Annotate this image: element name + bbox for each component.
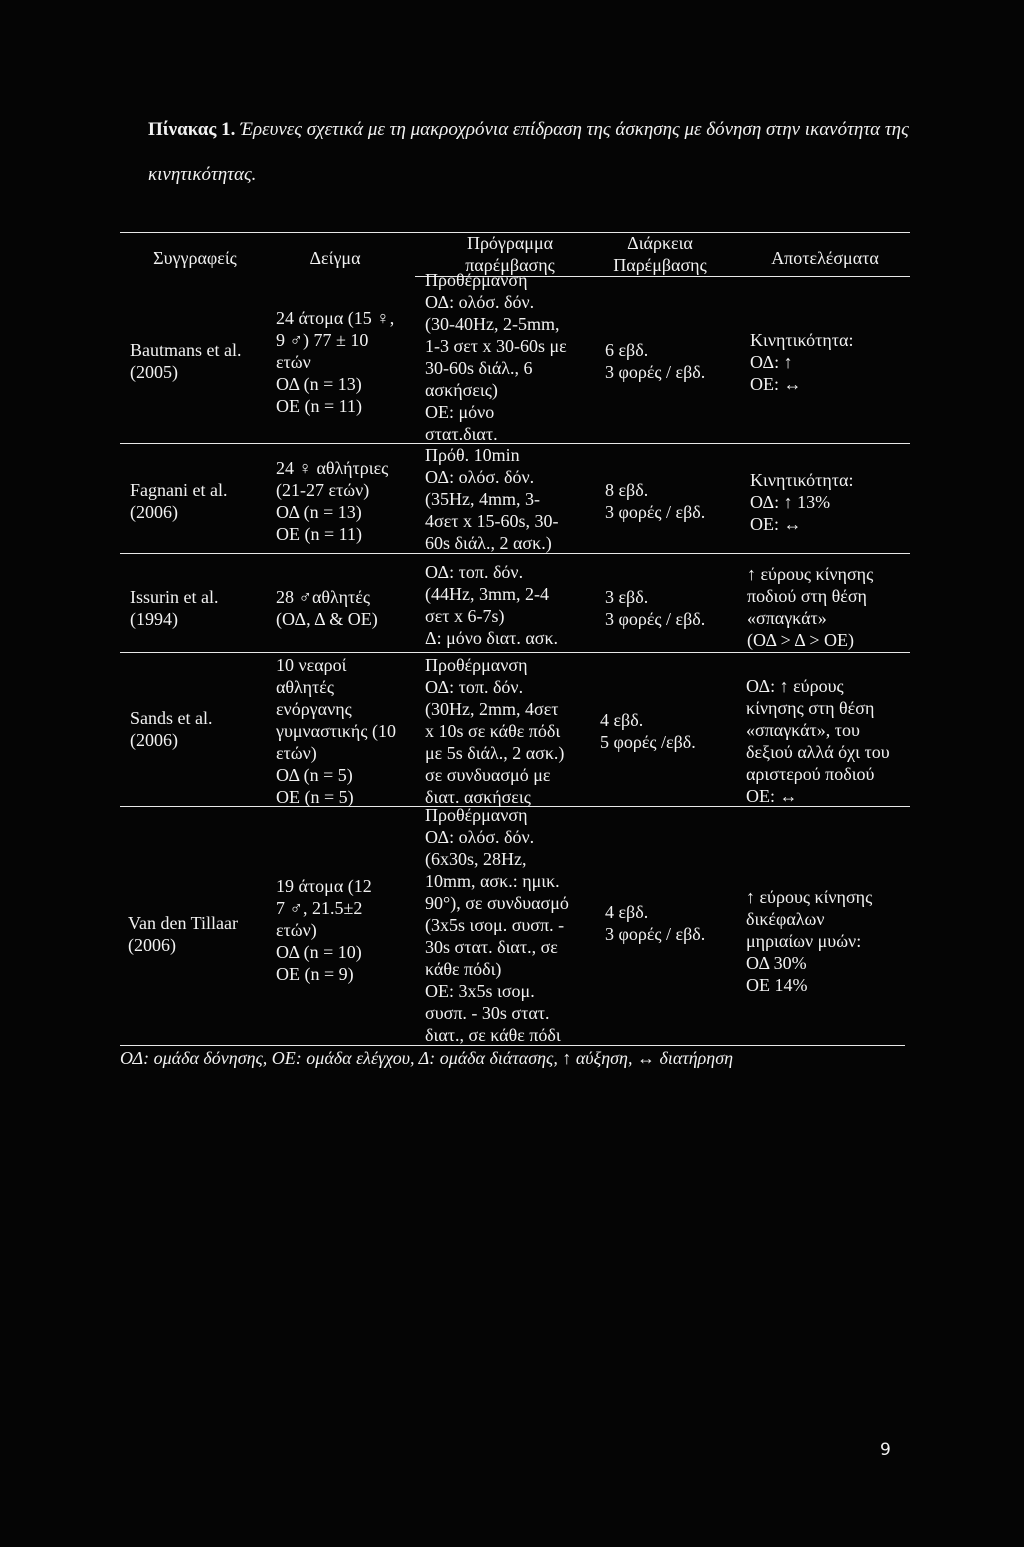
cell-results-line: ΟΕ: ↔ (750, 374, 802, 394)
cell-duration (600, 709, 696, 753)
cell-program-line: διατ. ασκήσεις (425, 787, 531, 807)
cell-sample-line: ΟΔ (n = 10) (276, 942, 362, 962)
cell-results-line: Κινητικότητα: (750, 330, 854, 350)
cell-sample-line: ετών) (276, 743, 317, 763)
cell-sample-line: ΟΔ (n = 13) (276, 374, 362, 394)
cell-program-line: ΟΕ: 3x5s ισομ. (425, 981, 535, 1001)
cell-results-line: ΟΕ: ↔ (750, 514, 802, 534)
cell-sample (276, 654, 396, 808)
cell-program-line: συσπ. - 30s στατ. (425, 1003, 550, 1023)
cell-sample-line: γυμναστικής (10 (276, 721, 396, 741)
cell-results-line: ΟΔ: ↑ (750, 352, 793, 372)
cell-authors (130, 707, 213, 751)
cell-program-line: (30-40Hz, 2-5mm, (425, 314, 560, 334)
cell-results (750, 469, 853, 535)
cell-authors-line: (2006) (130, 502, 178, 522)
cell-program-line: Προθέρμανση (425, 270, 528, 290)
cell-results-line: δεξιού αλλά όχι του (746, 742, 890, 762)
cell-duration-line: 3 φορές / εβδ. (605, 609, 706, 629)
cell-results-line: ΟΔ: ↑ εύρους (746, 676, 844, 696)
cell-program-line: (6x30s, 28Hz, (425, 849, 527, 869)
cell-sample-line: ετών (276, 352, 311, 372)
cell-program-line: ΟΔ: τοπ. δόν. (425, 677, 524, 697)
cell-duration-line: 8 εβδ. (605, 480, 649, 500)
cell-sample-line: (ΟΔ, Δ & ΟΕ) (276, 609, 378, 629)
cell-program (425, 654, 564, 808)
cell-sample-line: ΟΕ (n = 11) (276, 396, 362, 416)
cell-sample (276, 875, 372, 985)
cell-authors (130, 479, 227, 523)
cell-results-line: «σπαγκάτ» (747, 608, 827, 628)
cell-sample-line: ΟΔ (n = 5) (276, 765, 353, 785)
cell-duration-line: 3 εβδ. (605, 587, 649, 607)
cell-duration-line: 3 φορές / εβδ. (605, 502, 706, 522)
cell-program-line: διατ., σε κάθε πόδι (425, 1025, 561, 1045)
cell-results-line: δικέφαλων (746, 909, 825, 929)
cell-sample-line: ΟΕ (n = 9) (276, 964, 354, 984)
cell-sample-line: αθλητές (276, 677, 334, 697)
cell-results-line: (ΟΔ > Δ > ΟΕ) (747, 630, 855, 650)
cell-program (425, 804, 569, 1046)
cell-duration-line: 3 φορές / εβδ. (605, 362, 706, 382)
cell-duration-line: 3 φορές / εβδ. (605, 924, 706, 944)
cell-program-line: ΟΔ: ολόσ. δόν. (425, 827, 535, 847)
cell-program-line: 30s στατ. διατ., σε (425, 937, 558, 957)
cell-results-line: μηριαίων μυών: (746, 931, 862, 951)
header-duration-line2: Παρέμβασης (613, 255, 707, 275)
cell-program-line: ΟΔ: ολόσ. δόν. (425, 292, 535, 312)
cell-program-line: 90°), σε συνδυασμό (425, 893, 569, 913)
cell-duration-line: 5 φορές /εβδ. (600, 732, 696, 752)
cell-program-line: 30-60s διάλ., 6 (425, 358, 533, 378)
cell-results (750, 329, 853, 395)
cell-program-line: 4σετ x 15-60s, 30- (425, 511, 559, 531)
cell-sample (276, 307, 394, 417)
cell-sample-line: ενόργανης (276, 699, 352, 719)
cell-results-line: ΟΔ: ↑ 13% (750, 492, 831, 512)
cell-results (746, 886, 872, 996)
cell-sample-line: ετών) (276, 920, 317, 940)
header-program-line1: Πρόγραμμα (466, 233, 554, 253)
cell-authors-line: Sands et al. (130, 708, 213, 728)
cell-duration (605, 479, 705, 523)
cell-sample-line: 24 ♀ αθλήτριες (276, 458, 389, 478)
cell-program-line: κάθε πόδι) (425, 959, 502, 979)
table-caption-text: Έρευνες σχετικά με τη μακροχρόνια επίδραση της άσκησης με δόνηση στην ικανότητα της (240, 119, 909, 140)
cell-program-line: 10mm, ασκ.: ημικ. (425, 871, 560, 891)
cell-authors (130, 339, 241, 383)
cell-program-line: 1-3 σετ x 30-60s με (425, 336, 567, 356)
cell-program-line: σετ x 6-7s) (425, 606, 505, 626)
cell-results-line: ↑ εύρους κίνησης (746, 887, 873, 907)
header-sample: Δείγμα (309, 248, 361, 268)
cell-program-line: Πρόθ. 10min (425, 445, 520, 465)
table-caption (148, 118, 909, 142)
cell-authors-line: Fagnani et al. (130, 480, 228, 500)
cell-authors-line: Issurin et al. (130, 587, 219, 607)
header-duration-line1: Διάρκεια (627, 233, 693, 253)
cell-authors-line: Van den Tillaar (128, 913, 238, 933)
cell-results-line: «σπαγκάτ», του (746, 720, 860, 740)
cell-sample-line: 24 άτομα (15 ♀, (276, 308, 395, 328)
cell-program-line: (35Hz, 4mm, 3- (425, 489, 540, 509)
cell-program (425, 444, 559, 554)
cell-program-line: σε συνδυασμό με (425, 765, 551, 785)
cell-authors-line: Bautmans et al. (130, 340, 242, 360)
cell-results-line: ΟΕ 14% (746, 975, 808, 995)
header-authors: Συγγραφείς (153, 248, 237, 268)
cell-duration (605, 901, 705, 945)
cell-results-line: ΟΔ 30% (746, 953, 807, 973)
page-number: 9 (880, 1440, 891, 1460)
table-caption-continuation: κινητικότητας. (148, 164, 257, 185)
cell-sample-line: ΟΔ (n = 13) (276, 502, 362, 522)
cell-results (746, 675, 890, 807)
cell-program-line: ΟΔ: ολόσ. δόν. (425, 467, 535, 487)
cell-authors-line: (2006) (128, 935, 176, 955)
cell-authors-line: (1994) (130, 609, 178, 629)
cell-program-line: (30Hz, 2mm, 4σετ (425, 699, 559, 719)
cell-results-line: Κινητικότητα: (750, 470, 854, 490)
table-caption-label: Πίνακας 1. (148, 119, 236, 140)
row-divider (120, 652, 910, 653)
cell-program-line: στατ.διατ. (425, 424, 498, 444)
cell-results (747, 563, 873, 651)
cell-sample (276, 457, 388, 545)
cell-sample (276, 586, 378, 630)
cell-authors (128, 912, 238, 956)
cell-program (425, 269, 567, 445)
table-footnote: ΟΔ: ομάδα δόνησης, ΟΕ: ομάδα ελέγχου, Δ: ομάδα διάτασης, ↑ αύξηση, ↔ διατήρηση (120, 1048, 734, 1068)
header-results: Αποτελέσματα (771, 248, 879, 268)
cell-program-line: x 10s σε κάθε πόδι (425, 721, 561, 741)
cell-program-line: Προθέρμανση (425, 805, 528, 825)
cell-sample-line: 10 νεαροί (276, 655, 347, 675)
cell-duration (605, 586, 705, 630)
cell-sample-line: 9 ♂) 77 ± 10 (276, 330, 369, 350)
cell-program-line: (44Hz, 3mm, 2-4 (425, 584, 549, 604)
cell-program-line: (3x5s ισομ. συσπ. - (425, 915, 565, 935)
cell-authors (130, 586, 218, 630)
cell-results-line: ↑ εύρους κίνησης (747, 564, 874, 584)
cell-program-line: Προθέρμανση (425, 655, 528, 675)
header-program-line2: παρέμβασης (465, 255, 555, 275)
cell-authors-line: (2005) (130, 362, 178, 382)
cell-duration (605, 339, 705, 383)
cell-results-line: ΟΕ: ↔ (746, 786, 798, 806)
cell-duration-line: 4 εβδ. (600, 710, 644, 730)
cell-results-line: ποδιού στη θέση (747, 586, 867, 606)
cell-sample-line: 7 ♂, 21.5±2 (276, 898, 363, 918)
cell-program-line: ΟΕ: μόνο (425, 402, 495, 422)
cell-program-line: 60s διάλ., 2 ασκ.) (425, 533, 552, 553)
cell-program-line: ΟΔ: τοπ. δόν. (425, 562, 524, 582)
cell-program (425, 561, 558, 649)
cell-sample-line: ΟΕ (n = 11) (276, 524, 362, 544)
cell-program-line: ασκήσεις) (425, 380, 498, 400)
cell-duration-line: 6 εβδ. (605, 340, 649, 360)
cell-sample-line: (21-27 ετών) (276, 480, 370, 500)
cell-sample-line: 28 ♂αθλητές (276, 587, 370, 607)
cell-program-line: Δ: μόνο διατ. ασκ. (425, 628, 559, 648)
cell-results-line: κίνησης στη θέση (746, 698, 875, 718)
cell-duration-line: 4 εβδ. (605, 902, 649, 922)
cell-sample-line: 19 άτομα (12 (276, 876, 372, 896)
cell-results-line: αριστερού ποδιού (746, 764, 875, 784)
cell-program-line: με 5s διάλ., 2 ασκ.) (425, 743, 565, 763)
cell-authors-line: (2006) (130, 730, 178, 750)
cell-sample-line: ΟΕ (n = 5) (276, 787, 354, 807)
